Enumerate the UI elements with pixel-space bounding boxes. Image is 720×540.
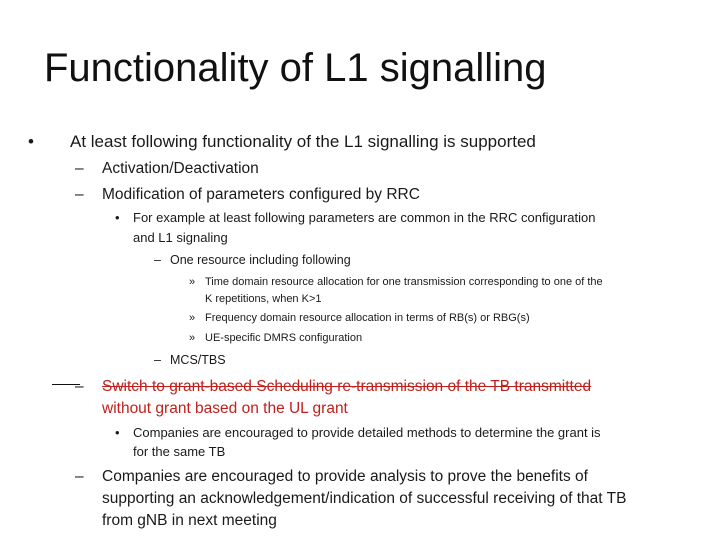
bullet-dot: • bbox=[115, 425, 120, 440]
bullet-text-continuation: without grant based on the UL grant bbox=[102, 400, 348, 417]
bullet-text: MCS/TBS bbox=[170, 353, 226, 367]
bullet-text-continuation: from gNB in next meeting bbox=[102, 512, 277, 529]
bullet-dash: – bbox=[75, 186, 84, 203]
bullet-text: Companies are encouraged to provide detailed methods to determine the grant is bbox=[133, 425, 601, 440]
bullet-text-continuation: for the same TB bbox=[133, 444, 226, 459]
bullet-dash: – bbox=[154, 253, 161, 267]
bullet-dash: – bbox=[154, 353, 161, 367]
struck-text: Switch to grant-based bbox=[102, 378, 257, 395]
bullet-text: UE-specific DMRS configuration bbox=[205, 332, 363, 344]
bullet-text: One resource including following bbox=[170, 253, 351, 267]
bullet-text: Modification of parameters configured by RRC bbox=[102, 186, 420, 203]
bullet-dash: – bbox=[75, 160, 84, 177]
bullet-text: At least following functionality of the L1 signalling is supported bbox=[70, 132, 536, 151]
bullet-text-continuation: K repetitions, when K>1 bbox=[205, 293, 322, 305]
bullet-text: Activation/Deactivation bbox=[102, 160, 259, 177]
bullet-dot: • bbox=[28, 132, 34, 151]
bullet-arrow: » bbox=[189, 312, 196, 324]
bullet-arrow: » bbox=[189, 332, 196, 344]
bullet-text: Companies are encouraged to provide analysis to prove the benefits of bbox=[102, 468, 588, 485]
bullet-dash: – bbox=[75, 468, 84, 485]
bullet-dash: – bbox=[75, 378, 84, 395]
bullet-text-continuation: and L1 signaling bbox=[133, 230, 228, 245]
bullet-text: Frequency domain resource allocation in terms of RB(s) or RBG(s) bbox=[205, 312, 530, 324]
bullet-text bbox=[102, 377, 591, 397]
bullet-text: For example at least following parameters are common in the RRC configuration bbox=[133, 210, 596, 225]
bullet-text: Time domain resource allocation for one transmission corresponding to one of the bbox=[205, 276, 603, 288]
bullet-arrow: » bbox=[189, 276, 196, 288]
slide-title: Functionality of L1 signalling bbox=[44, 46, 547, 90]
struck-text: Scheduling re-transmission of the TB transmitted bbox=[256, 378, 592, 395]
bullet-text-continuation: supporting an acknowledgement/indication of successful receiving of that TB bbox=[102, 490, 627, 507]
bullet-dot: • bbox=[115, 210, 120, 225]
